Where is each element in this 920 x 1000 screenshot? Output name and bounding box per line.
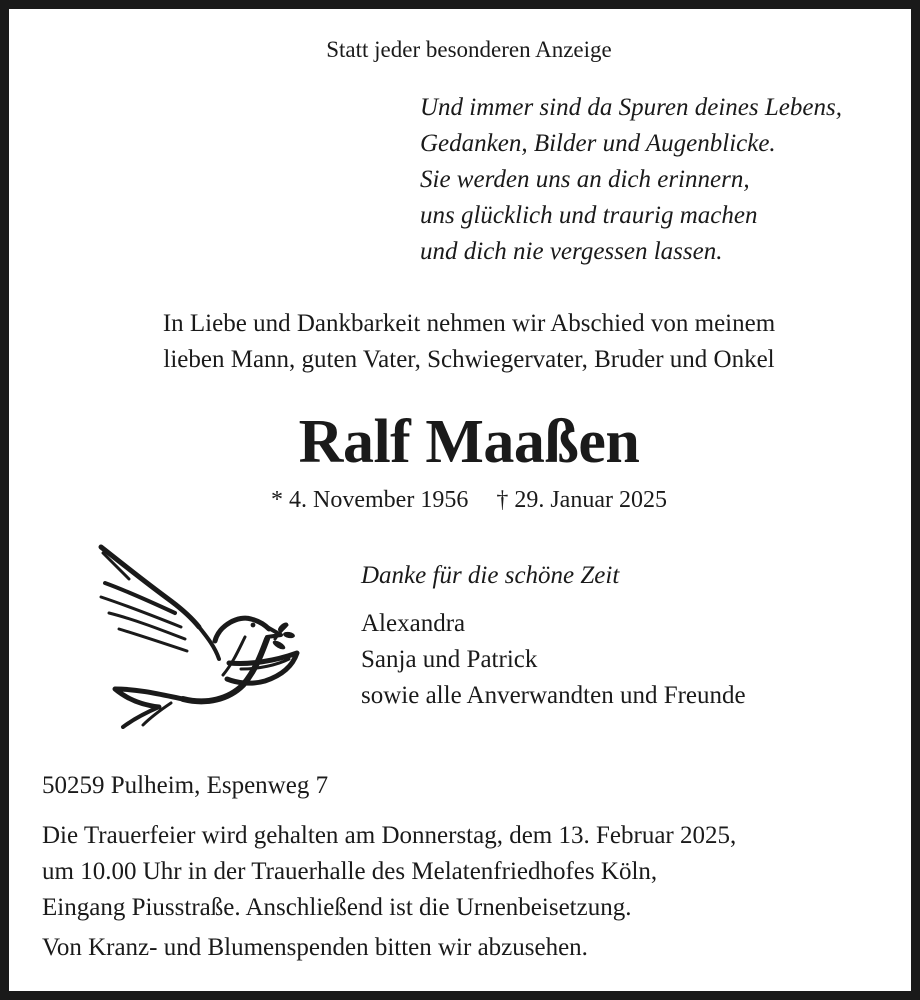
poem-line: Und immer sind da Spuren deines Lebens, [420,94,842,121]
service-line: Eingang Piusstraße. Anschließend ist die Urnenbeisetzung. [42,894,632,921]
deceased-name: Ralf Maaßen [298,408,640,476]
service-line: um 10.00 Uhr in der Trauerhalle des Melatenfriedhofes Köln, [42,858,658,885]
death-date: † 29. Januar 2025 [496,487,667,513]
mourner: Alexandra [361,610,466,637]
poem-line: Gedanken, Bilder und Augenblicke. [420,130,776,157]
poem-line: uns glücklich und traurig machen [420,202,758,229]
dove-with-olive-branch-icon [79,539,309,729]
mourner: sowie alle Anverwandten und Freunde [361,682,746,709]
service-line: Die Trauerfeier wird gehalten am Donnerstag, dem 13. Februar 2025, [42,822,737,849]
memorial-poem [420,90,842,270]
poem-line: Sie werden uns an dich erinnern, [420,166,750,193]
intro-line: In Liebe und Dankbarkeit nehmen wir Abschied von meinem [162,310,776,337]
funeral-service-info [42,818,736,926]
life-dates [9,487,920,514]
poem-line: und dich nie vergessen lassen. [420,238,723,265]
family-address: 50259 Pulheim, Espenweg 7 [42,772,329,799]
mourners-list [361,606,746,714]
thanks-line: Danke für die schöne Zeit [361,562,620,589]
intro-line: lieben Mann, guten Vater, Schwiegervater, Bruder und Onkel [163,346,775,373]
farewell-intro [9,306,920,378]
mourner: Sanja und Patrick [361,646,538,673]
notice-header: Statt jeder besonderen Anzeige [326,37,612,62]
birth-date: * 4. November 1956 [271,487,469,513]
flowers-request: Von Kranz- und Blumenspenden bitten wir abzusehen. [42,934,588,961]
